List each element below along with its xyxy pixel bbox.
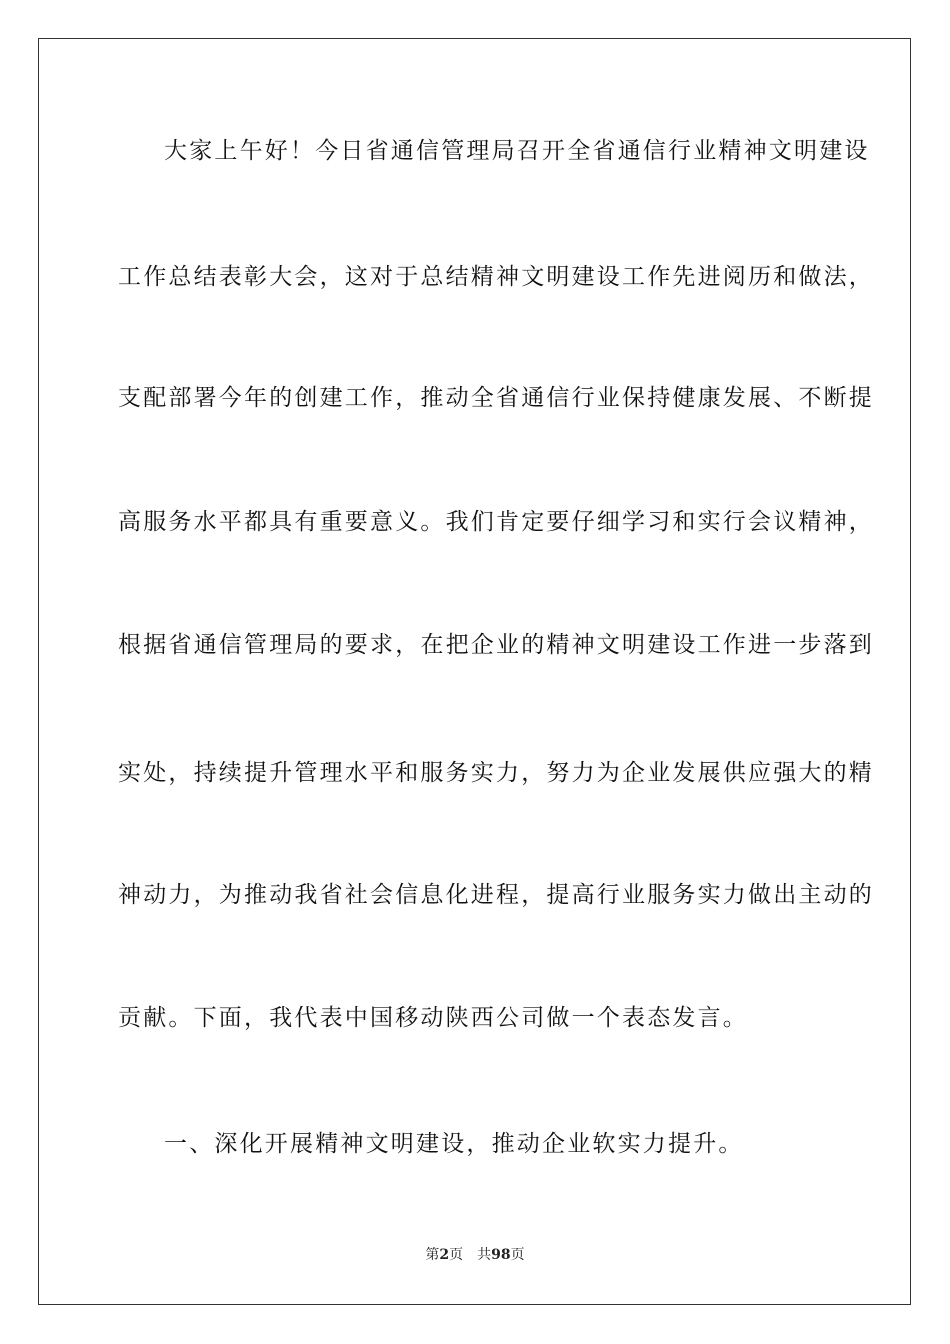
- paragraph-line: 高服务水平都具有重要意义。我们肯定要仔细学习和实行会议精神，: [118, 509, 874, 535]
- page-border: [38, 38, 911, 1305]
- section-heading: 一、深化开展精神文明建设，推动企业软实力提升。: [164, 1131, 744, 1157]
- page-label-prefix: 第: [425, 1247, 440, 1263]
- page-number: 2: [439, 1247, 450, 1263]
- paragraph-line: 贡献。下面，我代表中国移动陕西公司做一个表态发言。: [118, 1005, 748, 1031]
- paragraph-line: 支配部署今年的创建工作，推动全省通信行业保持健康发展、不断提: [118, 385, 874, 411]
- paragraph-line: 大家上午好！今日省通信管理局召开全省通信行业精神文明建设: [164, 138, 870, 164]
- total-label-suffix: 页: [510, 1247, 525, 1263]
- paragraph-line: 工作总结表彰大会，这对于总结精神文明建设工作先进阅历和做法，: [118, 264, 874, 290]
- page-footer: [0, 1246, 950, 1264]
- paragraph-line: 根据省通信管理局的要求，在把企业的精神文明建设工作进一步落到: [118, 632, 874, 658]
- paragraph-line: 神动力，为推动我省社会信息化进程，提高行业服务实力做出主动的: [118, 882, 874, 908]
- page-label-suffix: 页: [449, 1247, 464, 1263]
- total-label-prefix: 共: [477, 1247, 492, 1263]
- paragraph-line: 实处，持续提升管理水平和服务实力，努力为企业发展供应强大的精: [118, 760, 874, 786]
- total-pages: 98: [491, 1247, 511, 1263]
